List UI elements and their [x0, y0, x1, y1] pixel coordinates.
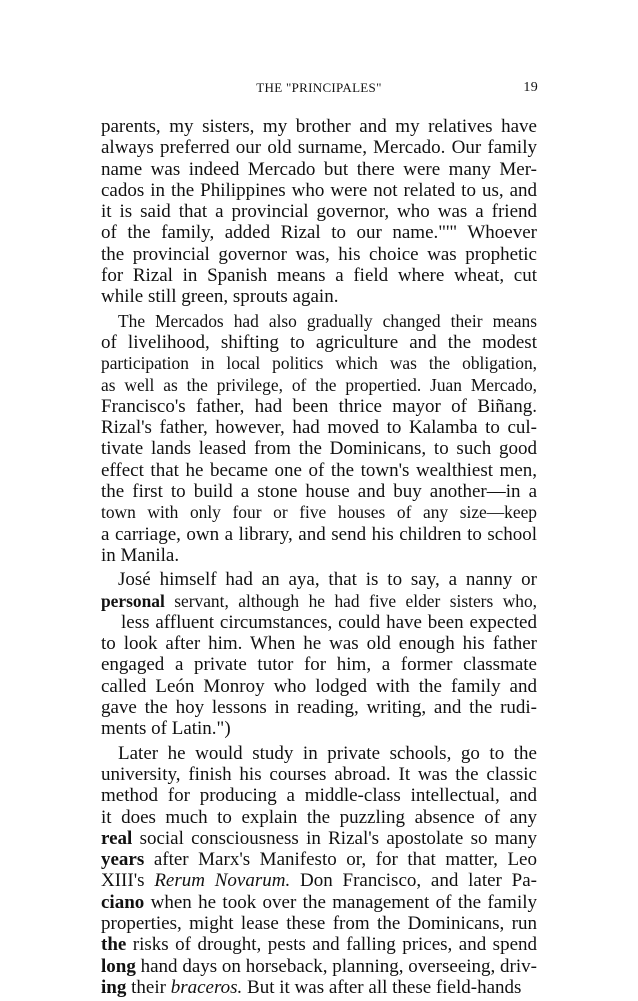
text-line: [101, 892, 537, 913]
text-run: called León Monroy who lodged with the family and: [101, 675, 537, 697]
text-line: [101, 244, 537, 265]
text-line: [101, 265, 537, 286]
text-run: properties, might lease these from the Dominicans, run: [101, 912, 537, 934]
bold-text: long: [101, 955, 136, 977]
bold-text: real: [101, 827, 133, 849]
text-run: after Marx's Manifesto or, for that matter, Leo: [144, 849, 537, 871]
text-run: university, finish his courses abroad. It was the classic: [101, 763, 537, 785]
text-run: the first to build a stone house and buy another—in a: [101, 481, 537, 503]
italic-text: braceros.: [170, 976, 243, 998]
text-line: [101, 502, 537, 523]
bold-text: ing: [101, 976, 127, 998]
text-line: [101, 286, 537, 307]
text-run: parents, my sisters, my brother and my relatives have: [101, 116, 537, 137]
text-run: gave the hoy lessons in reading, writing, and the rudi-: [101, 697, 537, 719]
text-run: social consciousness in Rizal's apostolate so many: [132, 827, 537, 849]
text-run: Later he would study in private schools, go to the: [118, 742, 537, 764]
text-line: [101, 612, 537, 633]
text-run: Rizal's father, however, had moved to Kalamba to cul-: [101, 417, 537, 439]
bold-text: personal: [101, 590, 165, 611]
text-run: But it was after all these field-hands: [242, 976, 522, 998]
running-header: [0, 80, 638, 100]
text-run: in Manila.: [101, 544, 180, 566]
text-line: [101, 956, 537, 977]
text-line: [101, 633, 537, 654]
text-run: the provincial governor was, his choice was prophetic: [101, 243, 537, 265]
text-run: effect that he became one of the town's wealthiest men,: [101, 459, 537, 481]
text-run: it does much to explain the puzzling absence of any: [101, 806, 537, 828]
paragraph: [101, 569, 537, 739]
paragraph: [101, 116, 537, 308]
italic-text: Rerum Novarum.: [154, 870, 291, 892]
text-line: [101, 438, 537, 459]
text-run: to look after him. When he was old enough his father: [101, 633, 537, 655]
text-line: [101, 785, 537, 806]
text-run: XIII's: [101, 870, 155, 892]
text-run: risks of drought, pests and falling prices, and spend: [126, 934, 537, 956]
text-line: [101, 481, 537, 502]
text-run: of livelihood, shifting to agriculture and the modest: [101, 331, 537, 353]
text-run: always preferred our old surname, Mercado. Our family: [101, 137, 537, 159]
text-run: Don Francisco, and later Pa-: [290, 870, 537, 892]
text-run: engaged a private tutor for him, a former classmate: [101, 654, 537, 676]
text-run: while still green, sprouts again.: [101, 286, 339, 308]
text-run: The Mercados had also gradually changed their means: [118, 310, 537, 331]
text-run: less affluent circumstances, could have been expected: [121, 611, 537, 633]
text-line: [101, 222, 537, 243]
running-title: THE "PRINCIPALES": [256, 80, 382, 95]
text-line: [101, 180, 537, 201]
text-run: when he took over the management of the family: [144, 891, 537, 913]
text-line: [101, 913, 537, 934]
text-line: [101, 332, 537, 353]
text-run: a carriage, own a library, and send his children to school: [101, 523, 537, 545]
bold-text: the: [101, 934, 127, 956]
text-line: [101, 591, 537, 612]
text-line: [101, 764, 537, 785]
text-line: [101, 417, 537, 438]
text-run: ments of Latin."): [101, 718, 231, 740]
text-run: Francisco's father, had been thrice mayor of Biñang.: [101, 395, 537, 417]
text-run: their: [126, 976, 171, 998]
text-line: [101, 353, 537, 374]
page-number: 19: [523, 80, 538, 95]
text-line: [101, 828, 537, 849]
text-line: [101, 743, 537, 764]
text-run: it is said that a provincial governor, who was a friend: [101, 201, 537, 223]
text-line: [101, 545, 537, 566]
text-line: [101, 697, 537, 718]
text-line: [101, 569, 537, 590]
text-line: [101, 934, 537, 955]
text-line: [101, 524, 537, 545]
text-line: [101, 460, 537, 481]
text-run: for Rizal in Spanish means a field where wheat, cut: [101, 265, 537, 287]
paragraph: [101, 311, 537, 567]
text-line: [101, 201, 537, 222]
text-run: as well as the privilege, of the propertied. Juan Mercado,: [101, 374, 537, 395]
text-run: method for producing a middle-class intellectual, and: [101, 785, 537, 807]
text-line: [101, 654, 537, 675]
text-run: name was indeed Mercado but there were many Mer-: [101, 158, 537, 180]
text-line: [101, 116, 537, 137]
text-line: [101, 159, 537, 180]
text-run: José himself had an aya, that is to say, a nanny or: [118, 569, 537, 591]
text-run: participation in local politics which was the obligation,: [101, 353, 537, 374]
text-line: [101, 849, 537, 870]
text-run: servant, although he had five elder sisters who,: [164, 590, 537, 611]
text-run: of the family, added Rizal to our name."'" Whoever: [101, 222, 537, 244]
text-line: [101, 311, 537, 332]
text-line: [101, 375, 537, 396]
text-line: [101, 676, 537, 697]
text-line: [101, 977, 537, 998]
bold-text: ciano: [101, 891, 145, 913]
text-line: [101, 807, 537, 828]
body-text: [101, 116, 537, 1001]
text-line: [101, 718, 537, 739]
text-run: tivate lands leased from the Dominicans, to such good: [101, 438, 537, 460]
paragraph: [101, 743, 537, 999]
bold-text: years: [101, 849, 145, 871]
text-line: [101, 137, 537, 158]
text-run: cados in the Philippines who were not related to us, and: [101, 179, 537, 201]
text-line: [101, 396, 537, 417]
text-line: [101, 870, 537, 891]
text-run: hand days on horseback, planning, overseeing, driv-: [135, 955, 537, 977]
text-run: town with only four or five houses of any size—keep: [101, 502, 537, 523]
